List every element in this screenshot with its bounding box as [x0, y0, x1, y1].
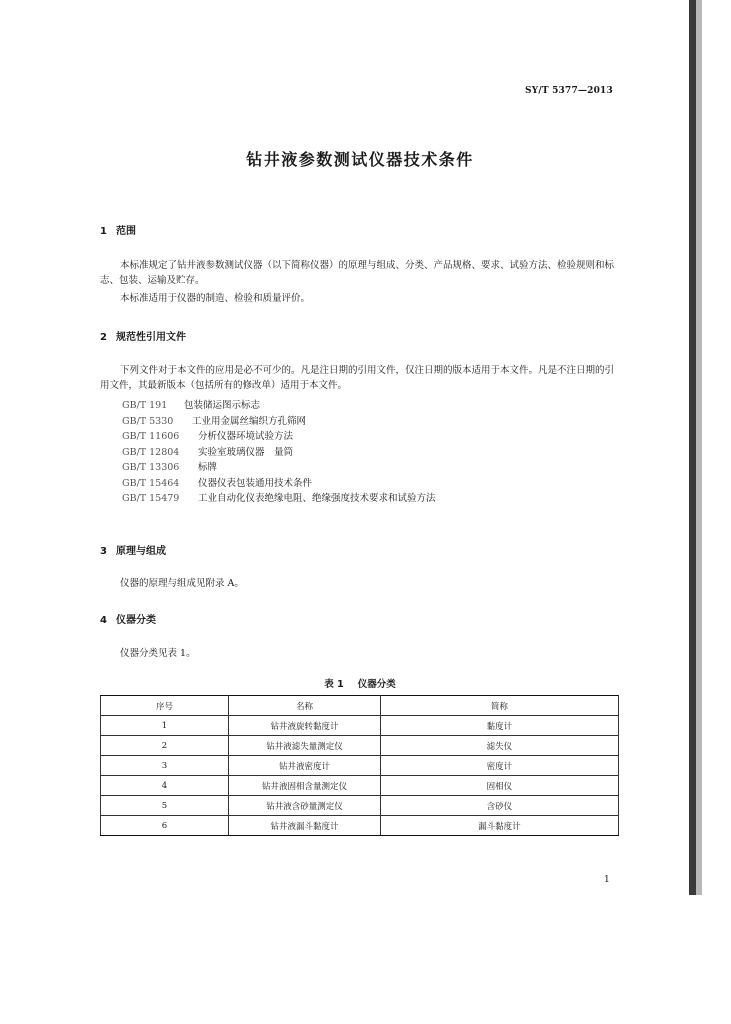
table-cell: 固相仪 — [380, 776, 618, 796]
reference-list — [122, 398, 436, 507]
table-row — [101, 796, 619, 816]
scan-edge-shadow — [689, 0, 696, 895]
table-cell: 密度计 — [380, 756, 618, 776]
reference-title: 标牌 — [198, 462, 218, 473]
reference-code: GB/T 13306 — [122, 462, 180, 473]
table-cell: 含砂仪 — [380, 796, 618, 816]
reference-code: GB/T 15464 — [122, 477, 180, 489]
section-2-paragraph-1: 下列文件对于本文件的应用是必不可少的。凡是注日期的引用文件，仅注日期的版本适用于本文件。凡是不注日期的引用文件，其最新版本（包括所有的修改单）适用于本文件。 — [100, 365, 615, 391]
reference-code: GB/T 12804 — [122, 446, 180, 458]
reference-item — [122, 476, 436, 492]
table-cell: 3 — [101, 756, 229, 776]
section-3-heading — [100, 542, 166, 557]
reference-title: 分析仪器环境试验方法 — [198, 431, 294, 442]
table-header-row — [101, 696, 619, 716]
section-title: 原理与组成 — [116, 546, 166, 557]
section-number: 2 — [100, 332, 107, 343]
section-4-heading — [100, 611, 156, 626]
reference-title: 包装储运图示标志 — [184, 400, 261, 411]
table-cell: 5 — [101, 796, 229, 816]
scan-edge-shade — [696, 0, 702, 895]
page-number: 1 — [604, 875, 610, 885]
reference-title: 工业用金属丝编织方孔筛网 — [192, 415, 307, 427]
table-cell: 钻井液旋转黏度计 — [229, 716, 381, 736]
table-cell: 漏斗黏度计 — [380, 816, 618, 836]
table-row — [101, 716, 619, 736]
reference-code: GB/T 11606 — [122, 431, 180, 442]
section-title: 范围 — [116, 226, 136, 237]
table-cell: 钻井液密度计 — [229, 756, 381, 776]
section-2-heading — [100, 328, 186, 343]
table-cell: 2 — [101, 736, 229, 756]
table-row — [101, 756, 619, 776]
table-cell: 6 — [101, 816, 229, 836]
table-header-cell: 序号 — [101, 696, 229, 716]
section-number: 3 — [100, 546, 107, 557]
table-caption-title: 仪器分类 — [357, 679, 396, 690]
reference-title: 工业自动化仪表绝缘电阻、绝缘强度技术要求和试验方法 — [198, 493, 436, 504]
reference-item — [122, 460, 436, 476]
classification-table — [100, 695, 619, 836]
reference-item — [122, 398, 436, 414]
section-number: 1 — [100, 226, 107, 237]
table-cell: 钻井液漏斗黏度计 — [229, 816, 381, 836]
table-cell: 钻井液固相含量测定仪 — [229, 776, 381, 796]
table-caption — [0, 676, 720, 690]
table-cell: 滤失仪 — [380, 736, 618, 756]
table-row — [101, 816, 619, 836]
section-3-paragraph-1: 仪器的原理与组成见附录 A。 — [120, 578, 244, 589]
table-row — [101, 736, 619, 756]
table-cell: 钻井液滤失量测定仪 — [229, 736, 381, 756]
table-row — [101, 776, 619, 796]
section-1-heading — [100, 222, 136, 237]
section-1-paragraph-1: 本标准规定了钻井液参数测试仪器（以下简称仪器）的原理与组成、分类、产品规格、要求、试验方法、检验规则和标志、包装、运输及贮存。 — [100, 260, 615, 286]
standard-code: SY/T 5377—2013 — [525, 86, 613, 96]
section-number: 4 — [100, 615, 107, 626]
table-header-cell: 名称 — [229, 696, 381, 716]
section-title: 规范性引用文件 — [116, 332, 186, 343]
table-cell: 4 — [101, 776, 229, 796]
reference-item — [122, 414, 436, 430]
table-cell: 钻井液含砂量测定仪 — [229, 796, 381, 816]
table-caption-label: 表 1 — [324, 679, 344, 690]
section-4-paragraph-1: 仪器分类见表 1。 — [120, 648, 196, 659]
reference-item — [122, 445, 436, 461]
reference-title: 实验室玻璃仪器 量筒 — [198, 446, 294, 458]
reference-code: GB/T 5330 — [122, 415, 174, 427]
section-title: 仪器分类 — [116, 615, 156, 626]
reference-title: 仪器仪表包装通用技术条件 — [198, 477, 313, 489]
reference-code: GB/T 15479 — [122, 493, 180, 504]
reference-item — [122, 491, 436, 507]
table-cell: 1 — [101, 716, 229, 736]
reference-code: GB/T 191 — [122, 400, 168, 411]
document-title: 钻井液参数测试仪器技术条件 — [246, 150, 474, 169]
reference-item — [122, 429, 436, 445]
section-1-paragraph-2: 本标准适用于仪器的制造、检验和质量评价。 — [120, 293, 311, 304]
table-cell: 黏度计 — [380, 716, 618, 736]
table-header-cell: 简称 — [380, 696, 618, 716]
